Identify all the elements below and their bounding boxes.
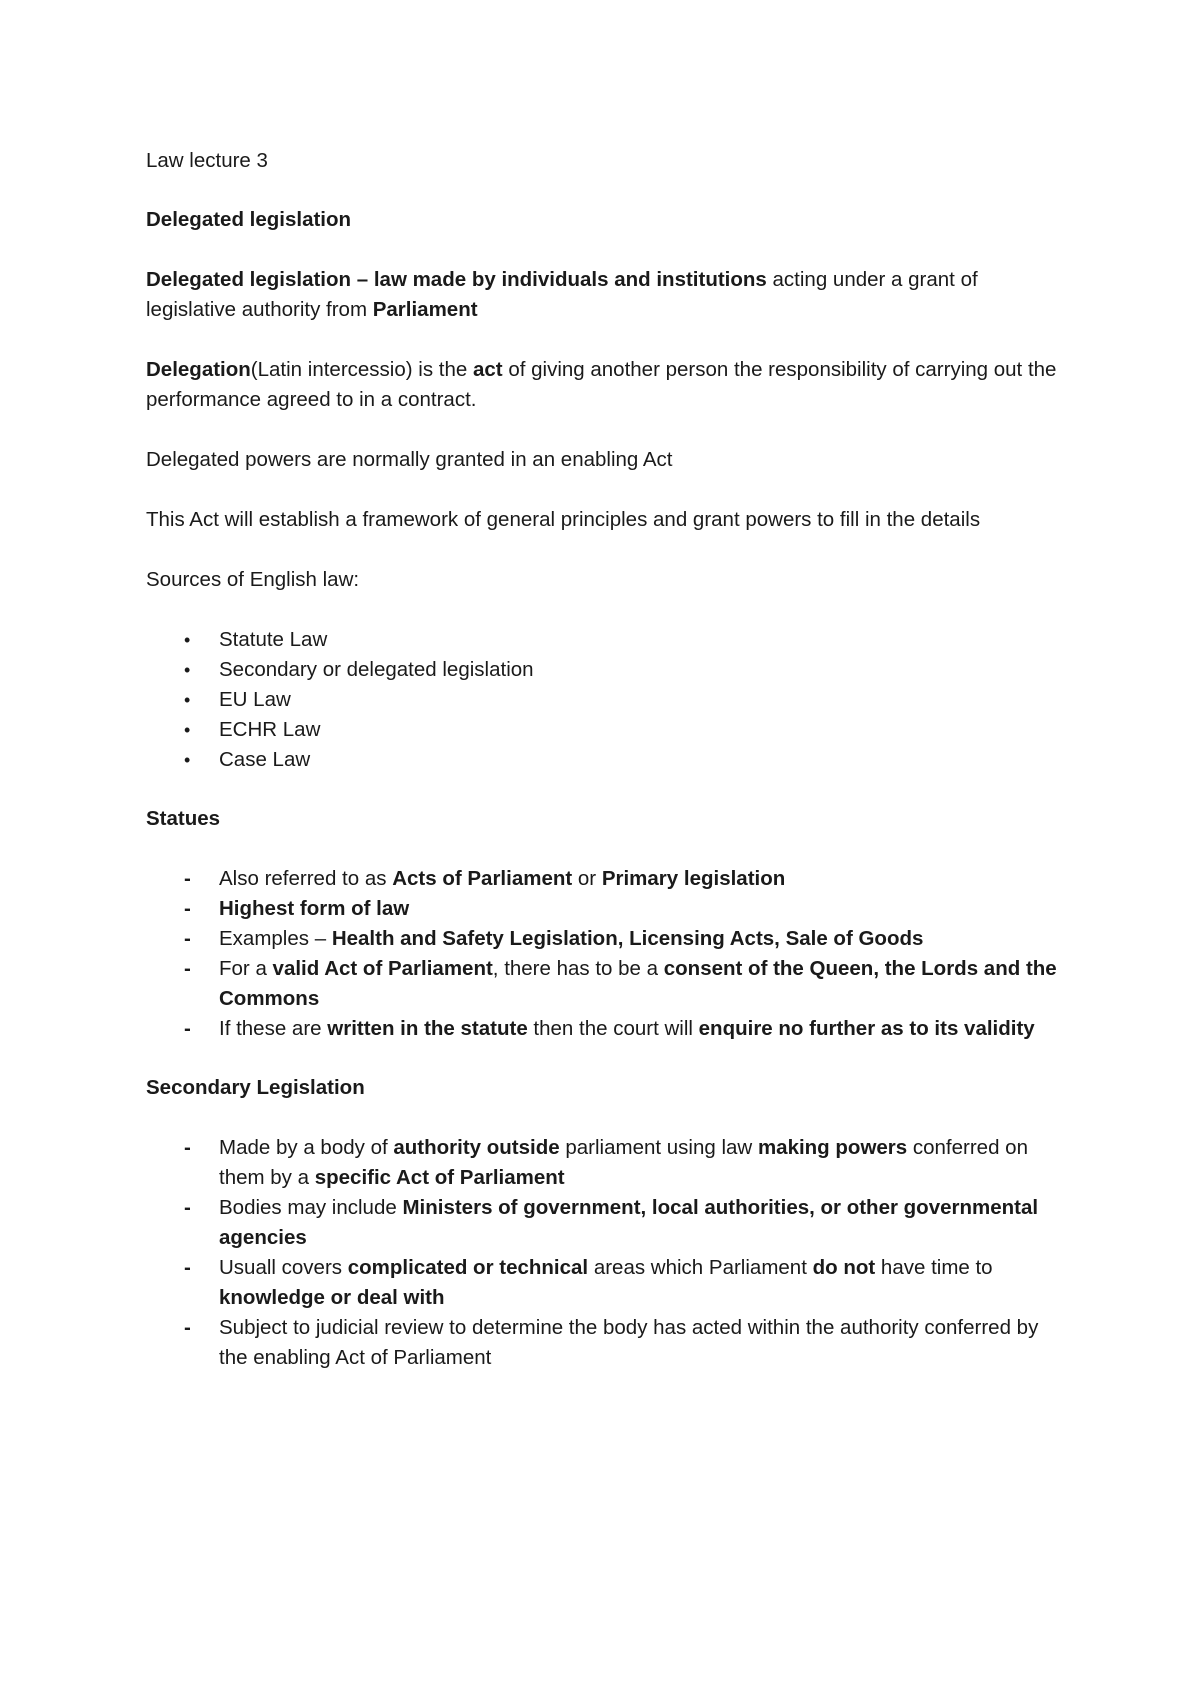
list-item: - If these are written in the statute then the court will enquire no further as to its validity bbox=[146, 1014, 1066, 1044]
document-title: Law lecture 3 bbox=[146, 149, 268, 172]
paragraph-enabling-act: Delegated powers are normally granted in an enabling Act bbox=[146, 448, 673, 471]
definition-delegation: Delegation(Latin intercessio) is the act of giving another person the responsibility of carrying out the performance agreed to in a contract. bbox=[146, 358, 1057, 411]
paragraph-framework: This Act will establish a framework of general principles and grant powers to fill in the details bbox=[146, 508, 981, 531]
document-body bbox=[146, 146, 1066, 1402]
list-item: • EU Law bbox=[146, 685, 1066, 715]
definition-delegated-legislation: Delegated legislation – law made by individuals and institutions acting under a grant of legislative authority from Parliament bbox=[146, 268, 978, 321]
section-heading-secondary-legislation: Secondary Legislation bbox=[146, 1076, 365, 1099]
list-item: • Secondary or delegated legislation bbox=[146, 655, 1066, 685]
section-heading-statues: Statues bbox=[146, 807, 221, 830]
list-item: - Bodies may include Ministers of government, local authorities, or other governmental agencies bbox=[146, 1193, 1066, 1253]
list-item: • ECHR Law bbox=[146, 715, 1066, 745]
list-item: - Usuall covers complicated or technical areas which Parliament do not have time to knowledge or deal with bbox=[146, 1253, 1066, 1313]
list-item: - Made by a body of authority outside parliament using law making powers conferred on them by a specific Act of Parliament bbox=[146, 1133, 1066, 1193]
sources-list bbox=[146, 625, 1066, 775]
secondary-legislation-list bbox=[146, 1133, 1066, 1373]
section-heading-delegated-legislation: Delegated legislation bbox=[146, 208, 352, 231]
sources-label: Sources of English law: bbox=[146, 568, 360, 591]
list-item: - Highest form of law bbox=[146, 894, 1066, 924]
list-item: - Examples – Health and Safety Legislation, Licensing Acts, Sale of Goods bbox=[146, 924, 1066, 954]
list-item: - Subject to judicial review to determine the body has acted within the authority conferred by the enabling Act of Parliament bbox=[146, 1313, 1066, 1373]
list-item: • Statute Law bbox=[146, 625, 1066, 655]
list-item: • Case Law bbox=[146, 745, 1066, 775]
list-item: - For a valid Act of Parliament, there has to be a consent of the Queen, the Lords and the Commons bbox=[146, 954, 1066, 1014]
statues-list bbox=[146, 864, 1066, 1044]
list-item: - Also referred to as Acts of Parliament or Primary legislation bbox=[146, 864, 1066, 894]
